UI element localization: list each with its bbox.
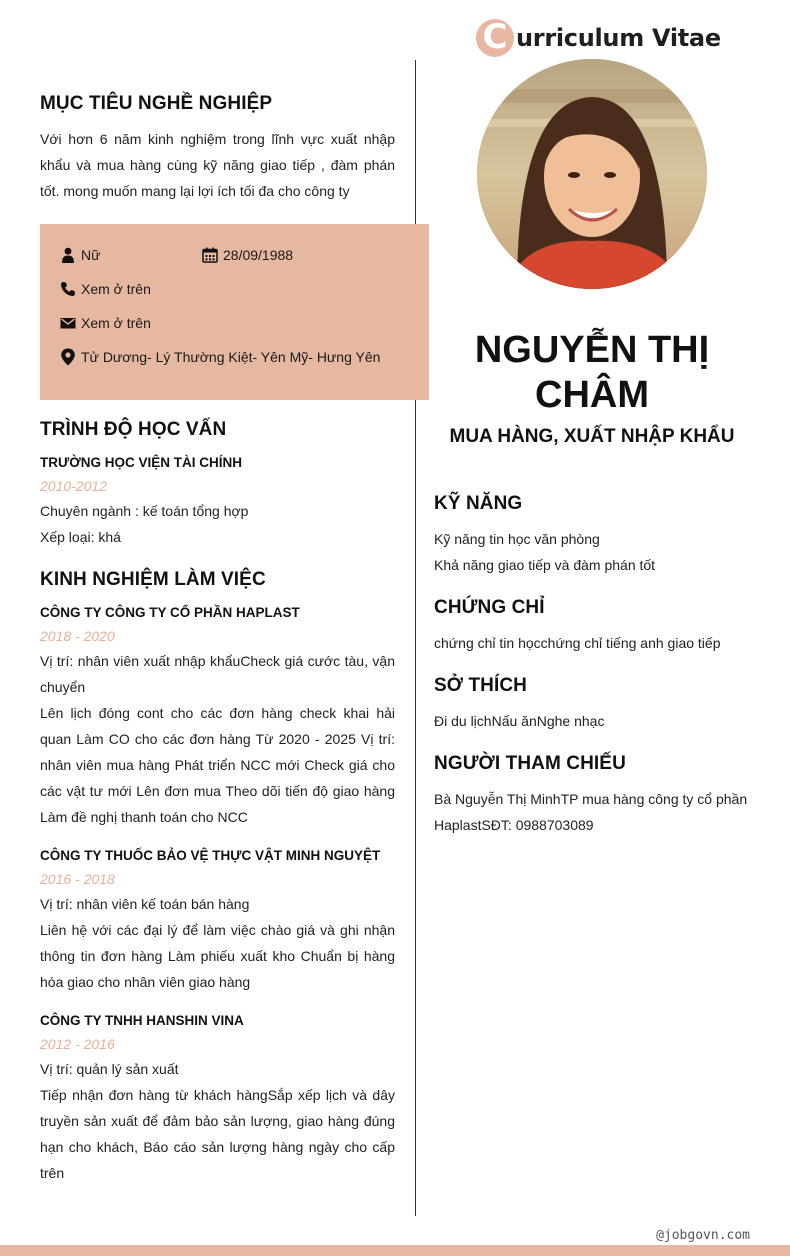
location-pin-icon bbox=[60, 348, 76, 366]
references-title: NGƯỜI THAM CHIẾU bbox=[434, 753, 626, 774]
references-text: Bà Nguyễn Thị MinhTP mua hàng công ty cổ phần HaplastSĐT: 0988703089 bbox=[434, 791, 748, 833]
skill-item: Kỹ năng tin học văn phòng bbox=[434, 531, 600, 547]
phone-icon bbox=[60, 281, 76, 297]
objective-text: Với hơn 6 năm kinh nghiệm trong lĩnh vực xuất nhập khẩu và mua hàng cùng kỹ năng giao tiếp , đàm phán tốt. mong muốn mang lại lợi ích tối đa cho công ty bbox=[40, 131, 395, 199]
candidate-role: MUA HÀNG, XUẤT NHẬP KHẨU bbox=[449, 426, 735, 447]
logo-letter: C bbox=[482, 17, 508, 57]
job-years: 2012 - 2016 bbox=[40, 1036, 115, 1052]
cv-logo bbox=[476, 16, 721, 60]
objective-title: MỤC TIÊU NGHỀ NGHIỆP bbox=[40, 93, 273, 114]
email-row bbox=[60, 315, 151, 331]
calendar-icon bbox=[202, 247, 218, 263]
job-position: Vị trí: nhân viên kế toán bán hàng bbox=[40, 896, 250, 912]
education-major: Chuyên ngành : kế toán tổng hợp bbox=[40, 503, 249, 519]
certificates-text: chứng chỉ tin họcchứng chỉ tiếng anh giao tiếp bbox=[434, 635, 721, 651]
education-grade: Xếp loại: khá bbox=[40, 529, 121, 545]
job-company: CÔNG TY THUỐC BẢO VỆ THỰC VẬT MINH NGUYỆT bbox=[40, 848, 381, 863]
education-title: TRÌNH ĐỘ HỌC VẤN bbox=[40, 419, 227, 440]
skill-item: Khả năng giao tiếp và đàm phán tốt bbox=[434, 557, 656, 573]
hobbies-title: SỞ THÍCH bbox=[434, 675, 528, 696]
address-value: Tử Dương- Lý Thường Kiệt- Yên Mỹ- Hưng Yên bbox=[81, 349, 381, 365]
footer-bar bbox=[0, 1245, 790, 1256]
personal-info-box bbox=[40, 224, 429, 400]
job-company: CÔNG TY CÔNG TY CỔ PHẦN HAPLAST bbox=[40, 605, 300, 620]
mail-icon bbox=[60, 315, 76, 331]
job-details: Tiếp nhận đơn hàng từ khách hàngSắp xếp lịch và dây truyền sản xuất để đảm bảo sản lượng, giao hàng đúng hạn cho khách, Báo cáo sản lượng hàng ngày cho cấp trên bbox=[40, 1087, 395, 1181]
job-years: 2018 - 2020 bbox=[40, 628, 115, 644]
birthday-row bbox=[202, 247, 293, 263]
address-row bbox=[60, 348, 380, 366]
profile-photo-illustration bbox=[477, 59, 707, 289]
logo-circle bbox=[476, 19, 514, 57]
gender-row bbox=[60, 247, 100, 263]
education-years: 2010-2012 bbox=[40, 478, 107, 494]
job-details: Lên lịch đóng cont cho các đơn hàng check khai hải quan Làm CO cho các đơn hàng Từ 2020 - 2025 Vị trí: nhân viên mua hàng Phát triển NCC mới Check giá cho các vật tư mới Lên đơn mua Theo dõi tiến độ giao hàng Làm đề nghị thanh toán cho NCC bbox=[40, 705, 395, 825]
phone-row bbox=[60, 281, 151, 297]
job-details: Liên hệ với các đại lý để làm việc chào giá và ghi nhận thông tin đơn hàng Làm phiếu xuất kho Chuẩn bị hàng hóa giao cho nhân viên giao hàng bbox=[40, 922, 395, 990]
gender-value: Nữ bbox=[81, 247, 101, 263]
skills-title: KỸ NĂNG bbox=[434, 493, 523, 514]
job-years: 2016 - 2018 bbox=[40, 871, 115, 887]
job-company: CÔNG TY TNHH HANSHIN VINA bbox=[40, 1013, 244, 1028]
person-icon bbox=[60, 247, 76, 263]
watermark: @jobgovn.com bbox=[656, 1228, 750, 1243]
birthday-value: 28/09/1988 bbox=[223, 247, 294, 263]
email-value: Xem ở trên bbox=[81, 315, 151, 331]
job-position: Vị trí: nhân viên xuất nhập khẩuCheck giá cước tàu, vận chuyển bbox=[40, 653, 395, 695]
experience-title: KINH NGHIỆM LÀM VIỆC bbox=[40, 569, 266, 590]
profile-photo bbox=[477, 59, 707, 289]
logo-text: urriculum Vitae bbox=[516, 24, 721, 52]
certificates-title: CHỨNG CHỈ bbox=[434, 597, 545, 618]
education-school: TRƯỜNG HỌC VIỆN TÀI CHÍNH bbox=[40, 455, 242, 470]
phone-value: Xem ở trên bbox=[81, 281, 151, 297]
job-position: Vị trí: quản lý sản xuất bbox=[40, 1061, 179, 1077]
candidate-name: NGUYỄN THỊ CHÂM bbox=[474, 329, 710, 416]
hobbies-text: Đi du lịchNấu ănNghe nhạc bbox=[434, 713, 605, 729]
